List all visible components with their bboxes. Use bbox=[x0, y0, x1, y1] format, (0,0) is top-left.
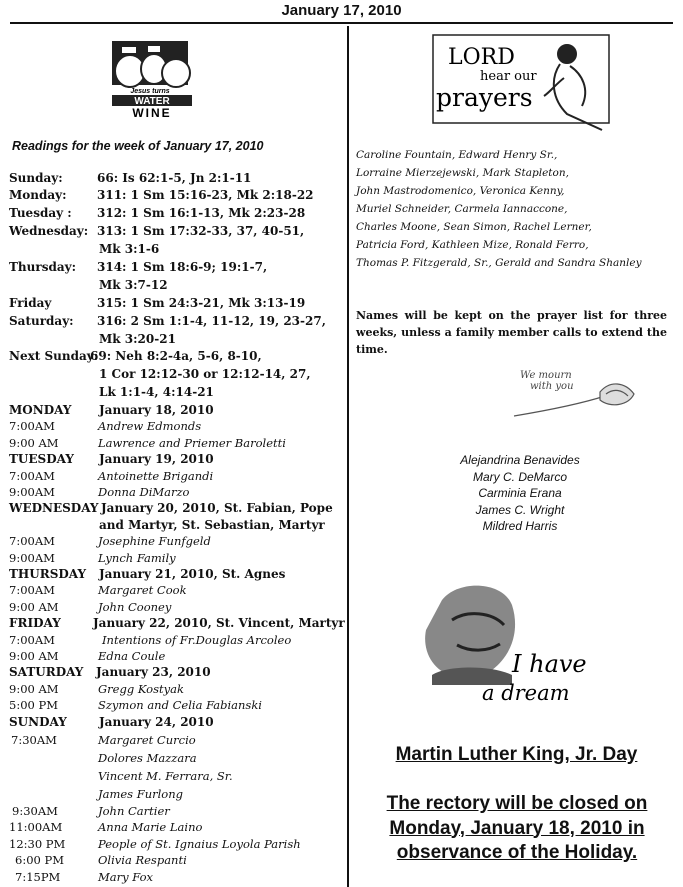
mass-date: January 22, 2010, St. Vincent, Martyr bbox=[93, 616, 345, 630]
mourn-name: Carminia Erana bbox=[478, 486, 562, 500]
mass-time: 9:00 AM bbox=[9, 600, 59, 614]
reading-day: Sunday: bbox=[9, 171, 63, 185]
mass-intention: Donna DiMarzo bbox=[98, 485, 190, 499]
mass-intention: Edna Coule bbox=[98, 649, 166, 663]
reading-citation-cont: Mk 3:1-6 bbox=[99, 242, 160, 256]
closed-notice-line: The rectory will be closed on bbox=[386, 793, 648, 814]
reading-day: Wednesday: bbox=[9, 224, 89, 238]
mass-intention: Anna Marie Laino bbox=[98, 820, 203, 834]
we-mourn-with-you-image bbox=[510, 364, 640, 420]
mlk-caption-line-2: a dream bbox=[482, 681, 570, 705]
mlk-portrait-icon bbox=[425, 586, 515, 685]
prayer-list-line: Thomas P. Fitzgerald, Sr., Gerald and Sandra Shanley bbox=[356, 257, 642, 269]
mass-intention: Margaret Curcio bbox=[98, 733, 196, 747]
mass-time: 7:00AM bbox=[9, 534, 55, 548]
reading-citation: 69: Neh 8:2-4a, 5-6, 8-10, bbox=[90, 349, 262, 363]
mass-time: 9:00AM bbox=[9, 485, 55, 499]
mass-time: 9:30AM bbox=[12, 804, 58, 818]
column-divider bbox=[347, 26, 349, 887]
prayer-list-note: Names will be kept on the prayer list for three weeks, unless a family member calls to extend the time. bbox=[356, 309, 667, 356]
mass-day: SATURDAY bbox=[9, 665, 84, 679]
mourn-name: Mary C. DeMarco bbox=[472, 469, 567, 484]
logo-lord-line-2: hear our bbox=[480, 69, 537, 84]
mass-time: 9:00AM bbox=[9, 551, 55, 565]
mass-intention: John Cartier bbox=[98, 804, 170, 818]
mass-date: January 20, 2010, St. Fabian, Pope bbox=[101, 501, 333, 515]
reading-day: Next Sunday: bbox=[9, 349, 99, 363]
jar-shape bbox=[162, 59, 190, 87]
mass-date-cont: and Martyr, St. Sebastian, Martyr bbox=[99, 518, 325, 532]
mass-time: 7:15PM bbox=[15, 870, 61, 884]
logo-lord-line-1: LORD bbox=[448, 45, 515, 70]
prayer-list-line: Lorraine Mierzejewski, Mark Stapleton, bbox=[356, 167, 569, 179]
mass-day: WEDNESDAY bbox=[9, 501, 99, 515]
mass-intention: Szymon and Celia Fabianski bbox=[98, 698, 262, 712]
mass-time: 6:00 PM bbox=[15, 853, 64, 867]
page-date-header: January 17, 2010 bbox=[281, 2, 402, 19]
prayer-list-line: Caroline Fountain, Edward Henry Sr., bbox=[356, 149, 558, 161]
closed-notice-line: observance of the Holiday. bbox=[396, 842, 638, 863]
mourn-list bbox=[420, 452, 620, 535]
mass-intention: Antoinette Brigandi bbox=[98, 469, 214, 483]
mass-time: 5:00 PM bbox=[9, 698, 58, 712]
mass-intention: Lawrence and Priemer Baroletti bbox=[98, 436, 286, 450]
header-divider bbox=[10, 22, 673, 24]
logo-line-1: Jesus turns bbox=[130, 88, 170, 95]
reading-citation: 313: 1 Sm 17:32-33, 37, 40-51, bbox=[97, 224, 305, 238]
mass-intention: People of St. Ignaius Loyola Parish bbox=[98, 837, 301, 851]
reading-citation: 314: 1 Sm 18:6-9; 19:1-7, bbox=[97, 260, 268, 274]
mass-intention: Lynch Family bbox=[98, 551, 176, 565]
mourn-name: Alejandrina Benavides bbox=[460, 453, 580, 467]
mourn-caption-line-1: We mourn bbox=[520, 370, 572, 381]
mass-date: January 18, 2010 bbox=[99, 403, 214, 417]
mass-intention: Dolores Mazzara bbox=[98, 751, 197, 765]
mass-day: SUNDAY bbox=[9, 715, 67, 729]
mass-time: 9:00 AM bbox=[9, 436, 59, 450]
logo-line-2: WATER bbox=[134, 96, 170, 107]
reading-citation-cont: Mk 3:7-12 bbox=[99, 278, 168, 292]
reading-day: Tuesday : bbox=[9, 206, 72, 220]
reading-citation: 315: 1 Sm 24:3-21, Mk 3:13-19 bbox=[97, 296, 306, 310]
rectory-closed-notice bbox=[352, 792, 682, 866]
reading-citation-cont: 1 Cor 12:12-30 or 12:12-14, 27, bbox=[99, 367, 311, 381]
reading-day: Monday: bbox=[9, 188, 67, 202]
logo-line-3: WINE bbox=[132, 106, 172, 119]
mass-intention: Intentions of Fr.Douglas Arcoleo bbox=[102, 633, 292, 647]
mlk-caption-line-1: I have bbox=[512, 650, 587, 678]
mass-time: 7:00AM bbox=[9, 419, 55, 433]
logo-lord-line-3: prayers bbox=[436, 83, 533, 112]
mass-day: TUESDAY bbox=[9, 452, 74, 466]
mass-intention: Margaret Cook bbox=[98, 583, 187, 597]
lord-hear-our-prayers-logo bbox=[432, 34, 610, 132]
reading-citation: 66: Is 62:1-5, Jn 2:1-11 bbox=[97, 171, 252, 185]
mass-date: January 19, 2010 bbox=[99, 452, 214, 466]
prayer-list-line: Charles Moone, Sean Simon, Rachel Lerner, bbox=[356, 221, 592, 233]
mourn-name: James C. Wright bbox=[475, 502, 565, 517]
mass-time: 7:00AM bbox=[9, 583, 55, 597]
prayer-list-line: Muriel Schneider, Carmela Iannaccone, bbox=[356, 203, 568, 215]
mass-time: 11:00AM bbox=[9, 820, 63, 834]
mass-day: MONDAY bbox=[9, 403, 72, 417]
mass-time: 12:30 PM bbox=[9, 837, 66, 851]
mass-intention: Andrew Edmonds bbox=[98, 419, 202, 433]
mass-time: 7:00AM bbox=[9, 633, 55, 647]
reading-day: Saturday: bbox=[9, 314, 74, 328]
mass-date: January 21, 2010, St. Agnes bbox=[99, 567, 286, 581]
mass-time: 7:00AM bbox=[9, 469, 55, 483]
reading-citation: 312: 1 Sm 16:1-13, Mk 2:23-28 bbox=[97, 206, 306, 220]
mass-intention: Josephine Funfgeld bbox=[98, 534, 211, 548]
reading-day: Friday bbox=[9, 296, 52, 310]
reading-day: Thursday: bbox=[9, 260, 77, 274]
readings-title: Readings for the week of January 17, 2010 bbox=[12, 139, 264, 153]
mourn-name: Mildred Harris bbox=[482, 519, 558, 533]
reading-citation: 311: 1 Sm 15:16-23, Mk 2:18-22 bbox=[97, 188, 314, 202]
mass-intention: Vincent M. Ferrara, Sr. bbox=[98, 769, 233, 783]
mass-intention: Olivia Respanti bbox=[98, 853, 187, 867]
closed-notice-line: Monday, January 18, 2010 in bbox=[389, 817, 645, 839]
water-wine-logo bbox=[110, 39, 196, 119]
mass-intention: James Furlong bbox=[98, 787, 183, 801]
prayer-list-line: Patricia Ford, Kathleen Mize, Ronald Ferro, bbox=[356, 239, 589, 251]
mass-intention: John Cooney bbox=[98, 600, 172, 614]
reading-citation: 316: 2 Sm 1:1-4, 11-12, 19, 23-27, bbox=[97, 314, 326, 328]
mass-date: January 23, 2010 bbox=[96, 665, 211, 679]
mlk-portrait-image bbox=[412, 580, 608, 710]
mourn-caption-line-2: with you bbox=[530, 381, 574, 392]
reading-citation-cont: Mk 3:20-21 bbox=[99, 332, 176, 346]
mlk-day-title: Martin Luther King, Jr. Day bbox=[395, 744, 638, 765]
prayer-list bbox=[356, 146, 676, 272]
reading-citation-cont: Lk 1:1-4, 4:14-21 bbox=[99, 385, 214, 399]
mass-day: THURSDAY bbox=[9, 567, 87, 581]
prayer-list-line: John Mastrodomenico, Veronica Kenny, bbox=[356, 185, 565, 197]
mass-time: 7:30AM bbox=[11, 733, 57, 747]
mass-time: 9:00 AM bbox=[9, 649, 59, 663]
mass-day: FRIDAY bbox=[9, 616, 61, 630]
mass-time: 9:00 AM bbox=[9, 682, 59, 696]
mass-date: January 24, 2010 bbox=[99, 715, 214, 729]
mass-intention: Gregg Kostyak bbox=[98, 682, 184, 696]
mass-intention: Mary Fox bbox=[98, 870, 154, 884]
